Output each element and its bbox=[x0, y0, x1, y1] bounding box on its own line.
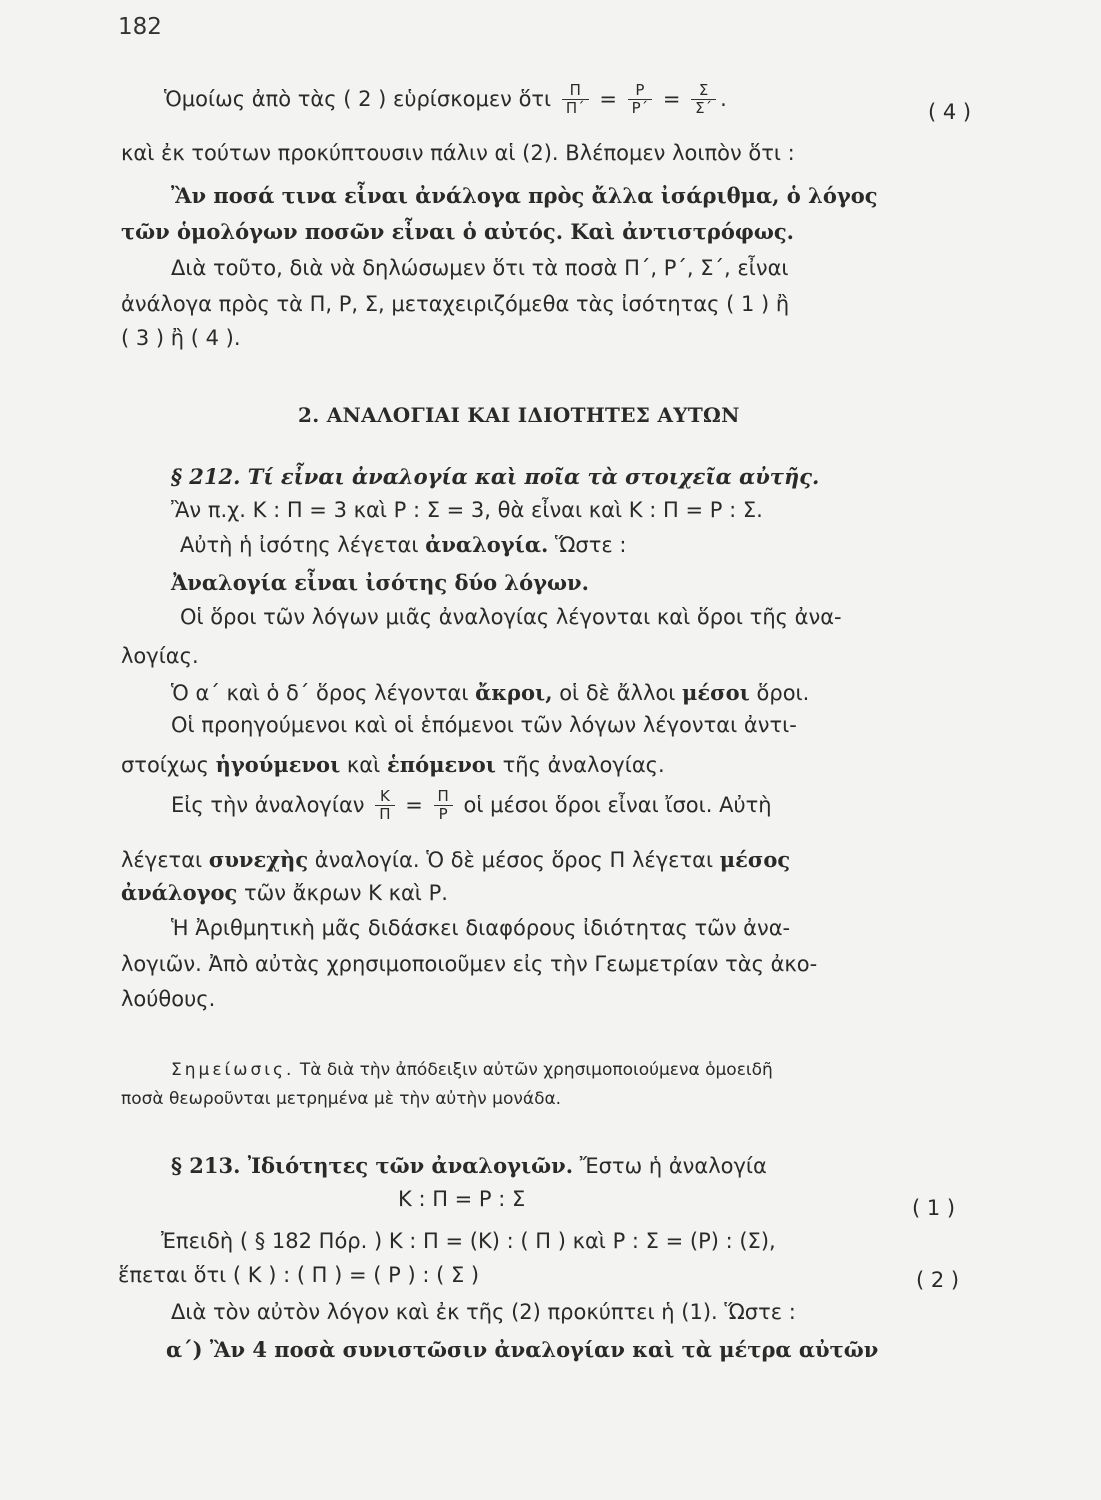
text: καὶ bbox=[346, 753, 381, 777]
text: τῶν ἄκρων Κ καὶ Ρ. bbox=[243, 881, 448, 905]
paragraph-line: Οἱ ὅροι τῶν λόγων μιᾶς ἀναλογίας λέγονται καὶ ὅροι τῆς ἀνα- bbox=[180, 605, 842, 629]
paragraph-line bbox=[121, 847, 790, 873]
term: ἀναλογία. bbox=[425, 532, 549, 557]
text: ἀναλογία. Ὁ δὲ μέσος ὅρος Π λέγεται bbox=[314, 848, 714, 872]
text: λέγεται bbox=[121, 848, 203, 872]
text: Αὐτὴ ἡ ἰσότης λέγεται bbox=[180, 533, 419, 557]
text: οἱ δὲ ἄλλοι bbox=[559, 681, 676, 705]
term: μέσοι bbox=[682, 680, 750, 705]
paragraph-line: Διὰ τὸν αὐτὸν λόγον καὶ ἐκ τῆς (2) προκύπτει ἡ (1). Ὥστε : bbox=[171, 1300, 796, 1324]
paragraph-line bbox=[171, 680, 809, 706]
paragraph-line bbox=[121, 880, 448, 906]
text: Ὁ α΄ καὶ ὁ δ΄ ὅρος λέγονται bbox=[171, 681, 469, 705]
text: οἱ μέσοι ὅροι εἶναι ἴσοι. Αὐτὴ bbox=[463, 792, 772, 817]
fraction: $\frac{\Sigma}{\Sigma΄}$ bbox=[691, 82, 716, 118]
paragraph-line bbox=[180, 532, 626, 558]
paragraph-line: καὶ ἐκ τούτων προκύπτουσιν πάλιν αἱ (2). Βλέπομεν λοιπὸν ὅτι : bbox=[121, 141, 795, 165]
item-marker: α΄) bbox=[166, 1337, 203, 1362]
section-title: § 212. Τί εἶναι ἀναλογία καὶ ποῖα τὰ στοιχεῖα αὐτῆς. bbox=[171, 464, 820, 489]
equals-sign: = bbox=[405, 792, 423, 817]
section-title-line bbox=[171, 1153, 767, 1179]
term: ἡγούμενοι bbox=[215, 752, 341, 777]
text: στοίχως bbox=[121, 753, 209, 777]
definition-line: Ἀναλογία εἶναι ἰσότης δύο λόγων. bbox=[171, 570, 589, 595]
term: ἑπόμενοι bbox=[386, 752, 496, 777]
equation-label: ( 2 ) bbox=[916, 1268, 960, 1292]
note-line: ποσὰ θεωροῦνται μετρημένα μὲ τὴν αὐτὴν μονάδα. bbox=[121, 1089, 562, 1109]
text: Ὥστε : bbox=[555, 533, 627, 557]
paragraph-line bbox=[121, 752, 665, 778]
term: ἀνάλογος bbox=[121, 880, 238, 905]
section-heading: 2. ΑΝΑΛΟΓΙΑΙ ΚΑΙ ΙΔΙΟΤΗΤΕΣ ΑΥΤΩΝ bbox=[298, 403, 740, 427]
paragraph-line: Ἡ Ἀριθμητικὴ μᾶς διδάσκει διαφόρους ἰδιότητας τῶν ἀνα- bbox=[171, 916, 791, 940]
equals-sign: = bbox=[599, 86, 617, 111]
paragraph-line: Ἐπειδὴ ( § 182 Πόρ. ) Κ : Π = (Κ) : ( Π ) καὶ Ρ : Σ = (Ρ) : (Σ), bbox=[161, 1229, 776, 1253]
text: Εἰς τὴν ἀναλογίαν bbox=[171, 792, 365, 817]
text: Ἂν 4 ποσὰ συνιστῶσιν ἀναλογίαν καὶ τὰ μέτρα αὐτῶν bbox=[209, 1337, 879, 1362]
section-title: § 213. Ἰδιότητες τῶν ἀναλογιῶν. bbox=[171, 1153, 574, 1178]
text: ὅροι. bbox=[756, 681, 810, 705]
theorem-line bbox=[166, 1337, 878, 1362]
fraction: $\frac{K}{\Pi}$ bbox=[375, 788, 394, 824]
fraction: $\frac{\Pi}{P}$ bbox=[434, 788, 453, 824]
paragraph-line: ( 3 ) ἢ ( 4 ). bbox=[121, 326, 241, 350]
text: Ἔστω ἡ ἀναλογία bbox=[579, 1154, 767, 1178]
text: Τὰ διὰ τὴν ἀπόδειξιν αὐτῶν χρησιμοποιούμενα ὁμοειδῆ bbox=[299, 1060, 773, 1080]
period: . bbox=[720, 86, 727, 111]
paragraph-line: Ἂν π.χ. Κ : Π = 3 καὶ Ρ : Σ = 3, θὰ εἶναι καὶ Κ : Π = Ρ : Σ. bbox=[171, 498, 763, 522]
theorem-line: Ἂν ποσά τινα εἶναι ἀνάλογα πρὸς ἄλλα ἰσάριθμα, ὁ λόγος bbox=[171, 183, 878, 208]
paragraph-line: ἕπεται ὅτι ( Κ ) : ( Π ) = ( Ρ ) : ( Σ ) bbox=[118, 1263, 480, 1287]
note-line bbox=[171, 1060, 773, 1080]
equation-label: ( 1 ) bbox=[912, 1196, 956, 1220]
equation: Κ : Π = Ρ : Σ bbox=[398, 1187, 526, 1211]
paragraph-line: Διὰ τοῦτο, διὰ νὰ δηλώσωμεν ὅτι τὰ ποσὰ Π΄, Ρ΄, Σ΄, εἶναι bbox=[171, 256, 789, 280]
page-number: 182 bbox=[118, 14, 162, 40]
fraction: $\frac{P}{P΄}$ bbox=[628, 82, 653, 118]
equals-sign: = bbox=[662, 86, 681, 111]
theorem-line: τῶν ὁμολόγων ποσῶν εἶναι ὁ αὐτός. Καὶ ἀντιστρόφως. bbox=[121, 219, 794, 244]
note-label: Σημείωσις. bbox=[171, 1060, 295, 1080]
paragraph-line: Οἱ προηγούμενοι καὶ οἱ ἑπόμενοι τῶν λόγων λέγονται ἀντι- bbox=[171, 713, 797, 737]
term: συνεχὴς bbox=[208, 847, 309, 872]
text: τῆς ἀναλογίας. bbox=[502, 753, 665, 777]
paragraph-line bbox=[164, 82, 727, 118]
paragraph-line: ἀνάλογα πρὸς τὰ Π, Ρ, Σ, μεταχειριζόμεθα τὰς ἰσότητας ( 1 ) ἢ bbox=[121, 292, 790, 316]
term: ἄκροι, bbox=[475, 680, 553, 705]
paragraph-line: λούθους. bbox=[121, 987, 216, 1011]
text: Ὁμοίως ἀπὸ τὰς ( 2 ) εὑρίσκομεν ὅτι bbox=[164, 86, 552, 111]
term: μέσος bbox=[719, 847, 791, 872]
paragraph-line: λογιῶν. Ἀπὸ αὐτὰς χρησιμοποιοῦμεν εἰς τὴν Γεωμετρίαν τὰς ἀκο- bbox=[121, 952, 818, 976]
fraction: $\frac{\Pi}{\Pi΄}$ bbox=[562, 82, 589, 118]
equation-label: ( 4 ) bbox=[928, 100, 972, 124]
paragraph-line bbox=[171, 788, 772, 824]
paragraph-line: λογίας. bbox=[121, 644, 199, 668]
